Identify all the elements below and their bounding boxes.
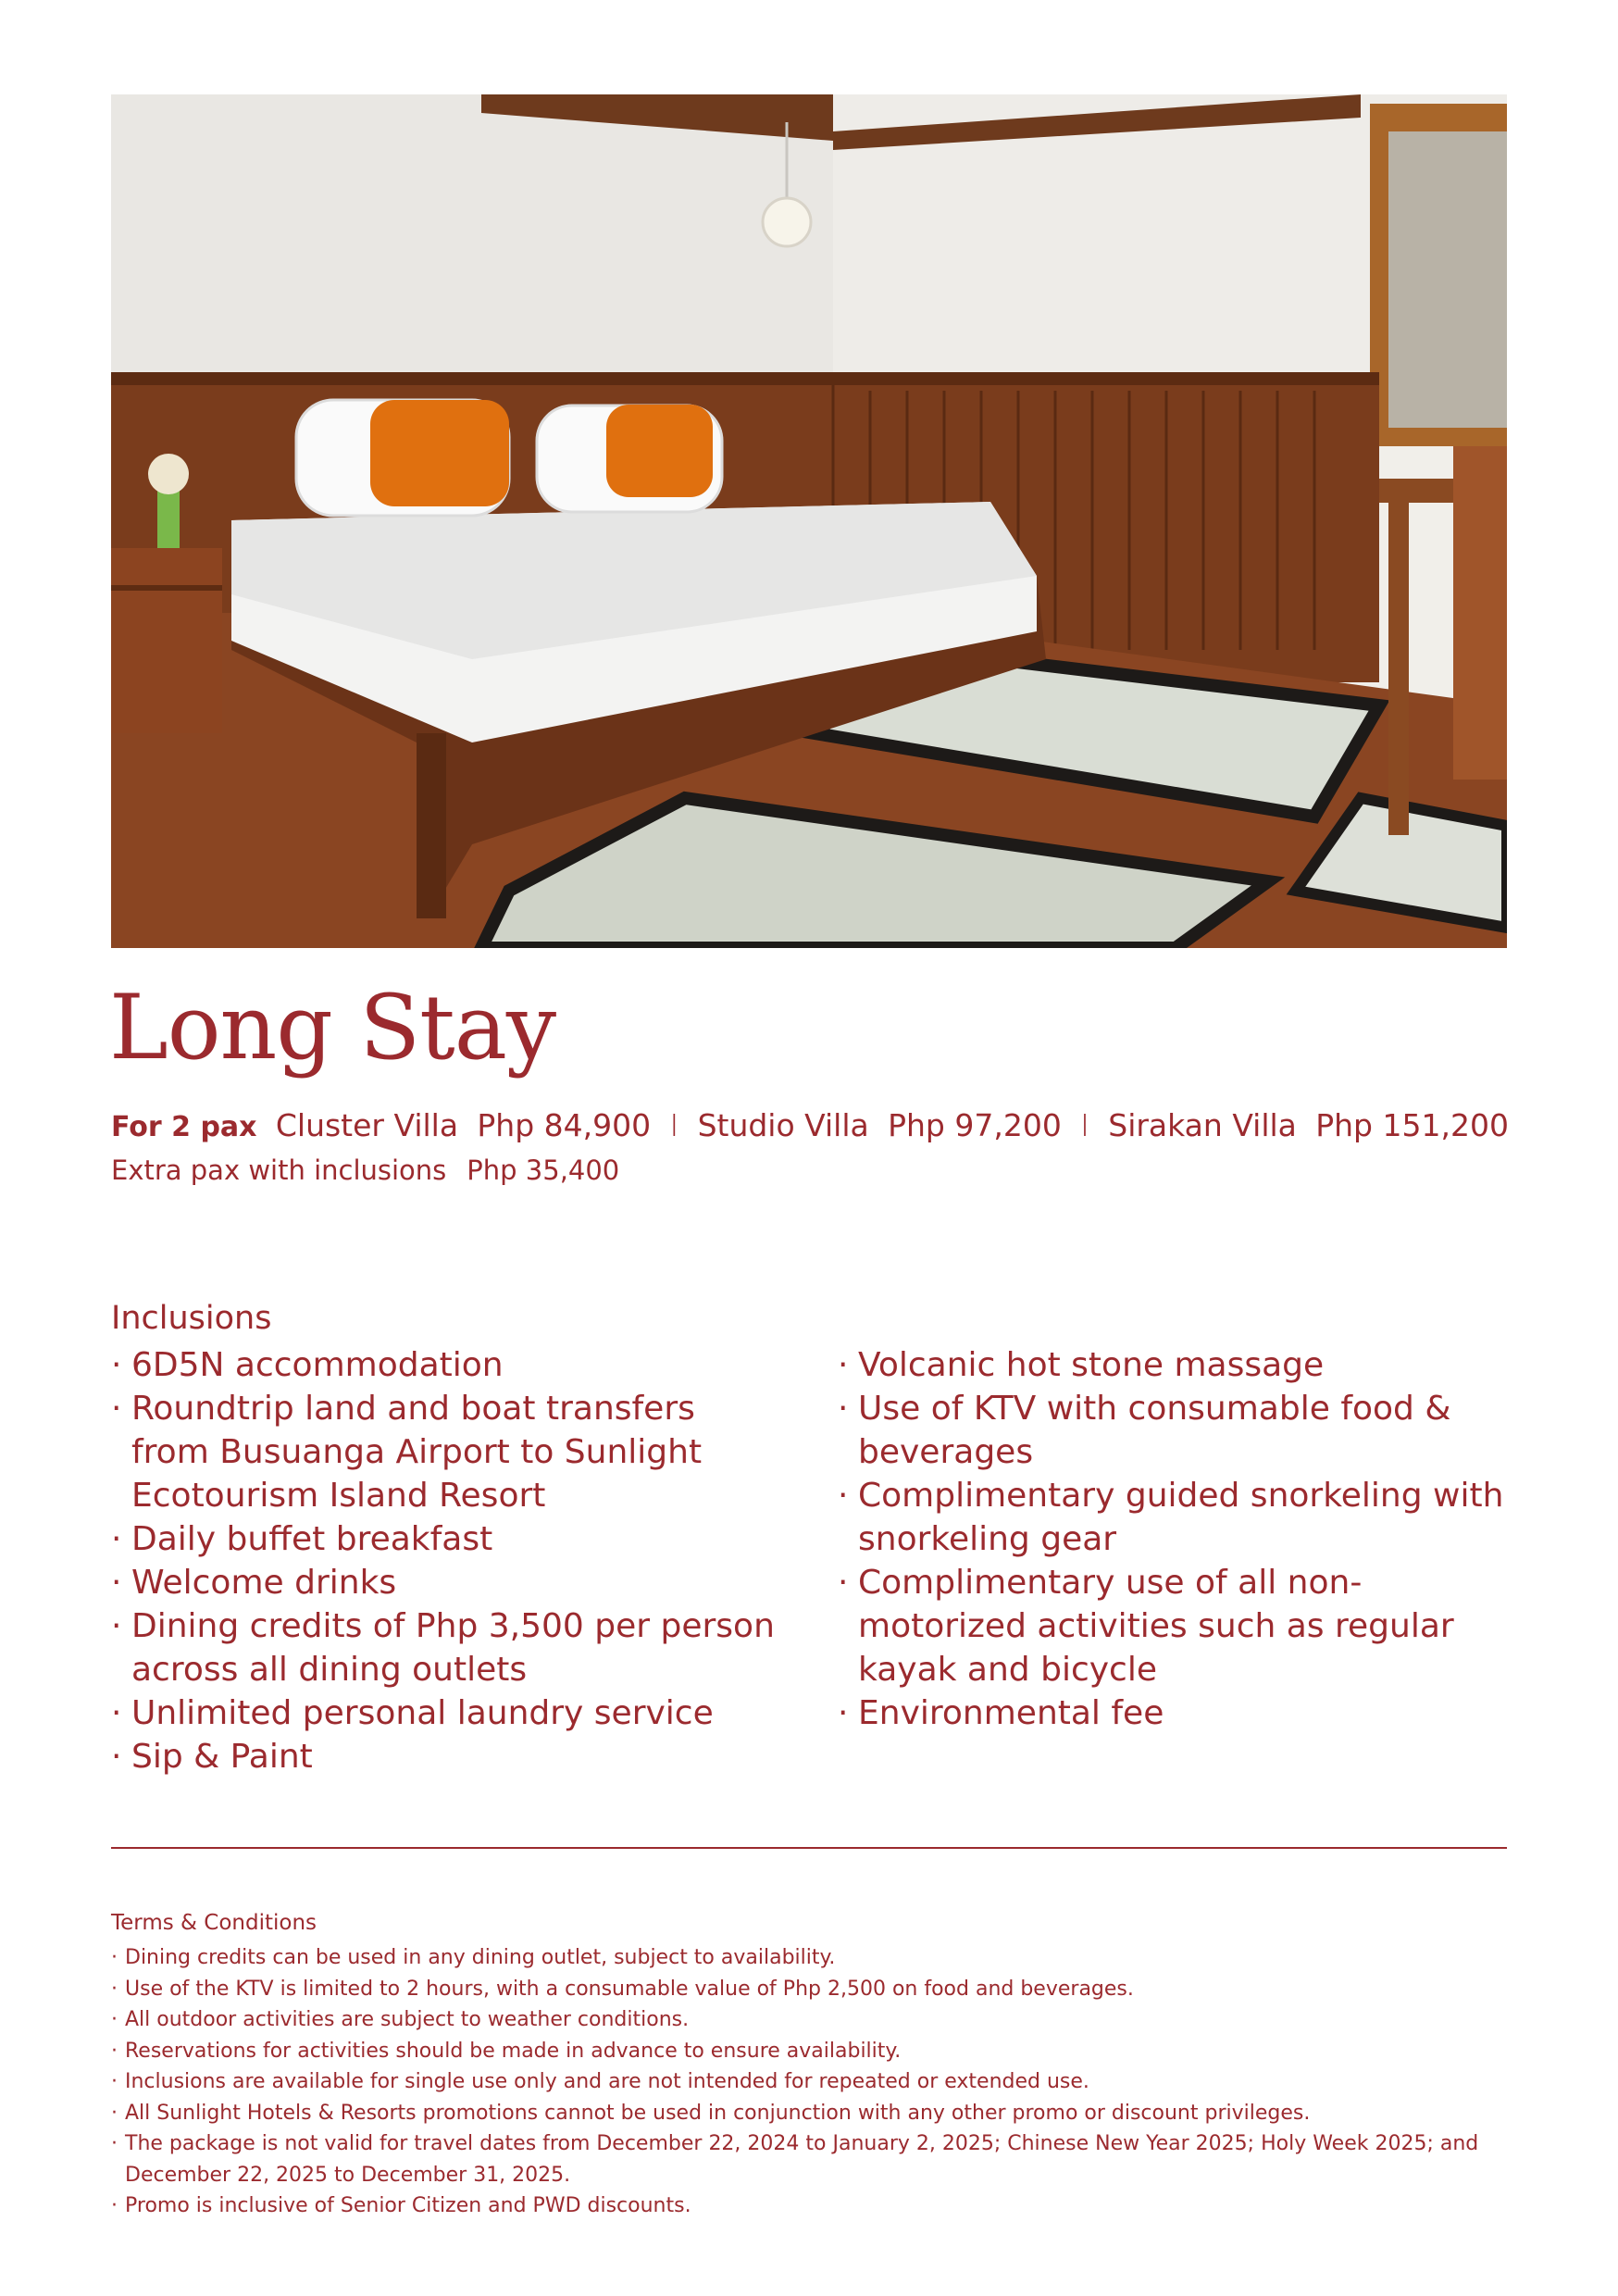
list-item: · Volcanic hot stone massage: [838, 1343, 1504, 1387]
bullet-icon: ·: [111, 1694, 122, 1732]
extra-pax-line: [111, 1154, 619, 1186]
list-item: · Daily buffet breakfast: [111, 1517, 778, 1561]
bullet-icon: ·: [838, 1477, 849, 1515]
list-item: · Environmental fee: [838, 1691, 1504, 1735]
price-separator: I: [669, 1107, 679, 1143]
inclusions-heading: Inclusions: [111, 1300, 272, 1337]
villa-name-cluster: Cluster Villa: [275, 1107, 459, 1143]
bullet-icon: ·: [111, 2194, 118, 2217]
page-title: Long Stay: [109, 976, 556, 1079]
villa-name-studio: Studio Villa: [697, 1107, 869, 1143]
list-item: · Dining credits of Php 3,500 per person across all dining outlets: [111, 1604, 778, 1691]
list-item: · 6D5N accommodation: [111, 1343, 778, 1387]
list-item: · Inclusions are available for single use only and are not intended for repeated or extended use.: [111, 2066, 1527, 2098]
villa-name-sirakan: Sirakan Villa: [1108, 1107, 1297, 1143]
terms-list: [111, 1942, 1527, 2222]
list-item: · Reservations for activities should be made in advance to ensure availability.: [111, 2036, 1527, 2067]
bullet-icon: ·: [838, 1564, 849, 1602]
bullet-icon: ·: [838, 1346, 849, 1384]
list-item: · All outdoor activities are subject to weather conditions.: [111, 2004, 1527, 2036]
pax-label: For 2 pax: [111, 1111, 257, 1143]
list-item: · All Sunlight Hotels & Resorts promotions cannot be used in conjunction with any other promo or discount privileges.: [111, 2098, 1527, 2129]
list-item: · Complimentary guided snorkeling with snorkeling gear: [838, 1474, 1504, 1561]
villa-price-cluster: Php 84,900: [477, 1107, 652, 1143]
bullet-icon: ·: [111, 1564, 122, 1602]
list-item: · Dining credits can be used in any dining outlet, subject to availability.: [111, 1942, 1527, 1974]
bullet-icon: ·: [111, 1607, 122, 1645]
list-item: · Complimentary use of all non-motorized activities such as regular kayak and bicycle: [838, 1561, 1504, 1691]
inclusions-list-right: [838, 1343, 1504, 1735]
bullet-icon: ·: [111, 1520, 122, 1558]
bullet-icon: ·: [111, 2070, 118, 2093]
list-item: · Roundtrip land and boat transfers from Busuanga Airport to Sunlight Ecotourism Island Resort: [111, 1387, 778, 1517]
bullet-icon: ·: [838, 1390, 849, 1428]
villa-price-studio: Php 97,200: [888, 1107, 1062, 1143]
bullet-icon: ·: [111, 1738, 122, 1776]
list-item: · The package is not valid for travel dates from December 22, 2024 to January 2, 2025; Chinese New Year 2025; Holy Week 2025; and December 22, 2025 to December 31, 2025.: [111, 2128, 1527, 2190]
bullet-icon: ·: [111, 1346, 122, 1384]
terms-heading: Terms & Conditions: [111, 1911, 317, 1935]
price-separator: I: [1080, 1107, 1089, 1143]
bullet-icon: ·: [111, 1390, 122, 1428]
list-item: · Welcome drinks: [111, 1561, 778, 1604]
list-item: · Use of the KTV is limited to 2 hours, with a consumable value of Php 2,500 on food and beverages.: [111, 1974, 1527, 2005]
list-item: · Promo is inclusive of Senior Citizen and PWD discounts.: [111, 2190, 1527, 2222]
bullet-icon: ·: [111, 2039, 118, 2063]
inclusions-list-left: [111, 1343, 778, 1778]
bullet-icon: ·: [111, 1977, 118, 2001]
hero-photo: [111, 94, 1507, 948]
bullet-icon: ·: [111, 2101, 118, 2125]
villa-price-sirakan: Php 151,200: [1315, 1107, 1509, 1143]
list-item: · Use of KTV with consumable food & beverages: [838, 1387, 1504, 1474]
list-item: · Unlimited personal laundry service: [111, 1691, 778, 1735]
list-item: · Sip & Paint: [111, 1735, 778, 1778]
extra-pax-price: Php 35,400: [467, 1154, 620, 1186]
bullet-icon: ·: [838, 1694, 849, 1732]
pricing-row: [111, 1107, 1509, 1143]
bullet-icon: ·: [111, 2132, 118, 2155]
bullet-icon: ·: [111, 2008, 118, 2031]
extra-pax-label: Extra pax with inclusions: [111, 1154, 447, 1186]
bullet-icon: ·: [111, 1946, 118, 1969]
divider: [111, 1847, 1507, 1849]
villa-bedroom-illustration: [111, 94, 1507, 948]
